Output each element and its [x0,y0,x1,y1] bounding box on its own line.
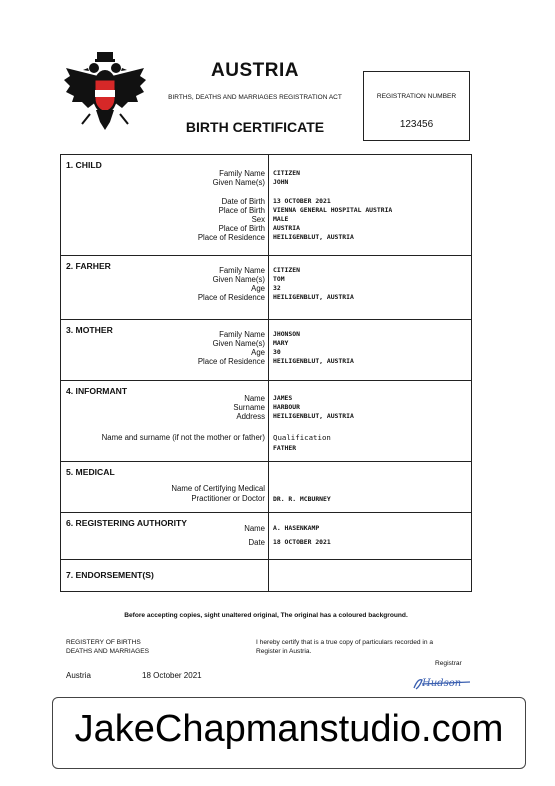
field-value: HEILIGENBLUT, AUSTRIA [273,412,354,420]
field-value: 13 OCTOBER 2021 [273,197,331,205]
field-value: 18 OCTOBER 2021 [273,538,331,546]
certificate-form [60,154,472,592]
coat-of-arms-emblem [64,50,146,134]
country-title: AUSTRIA [211,60,299,81]
field-label: Family Name [219,169,265,178]
section-heading: 7. ENDORSEMENT(S) [66,570,154,580]
field-label: Place of Residence [197,233,265,242]
field-label: Place of Residence [197,357,265,366]
field-value: VIENNA GENERAL HOSPITAL AUSTRIA [273,206,393,214]
registry-name [66,638,149,656]
registration-number-label: REGISTRATION NUMBER [376,93,457,100]
field-label: Family Name [219,330,265,339]
field-label: Name and surname (if not the mother or father) [101,433,265,442]
certificate-title: BIRTH CERTIFICATE [185,119,325,135]
registry-line: DEATHS AND MARRIAGES [66,648,150,655]
registrar-signature [410,674,474,692]
field-label: Qualification [273,433,331,442]
section-endorsement [61,560,471,591]
field-value: CITIZEN [273,169,300,177]
field-value: HEILIGENBLUT, AUSTRIA [273,233,354,241]
field-value: AUSTRIA [273,224,300,232]
field-value: HARBOUR [273,403,300,411]
watermark-text: JakeChapmanstudio.com [74,708,504,750]
section-father [61,256,471,320]
field-value: HEILIGENBLUT, AUSTRIA [273,293,354,301]
field-value: TOM [273,275,285,283]
field-value: HEILIGENBLUT, AUSTRIA [273,357,354,365]
issue-place: Austria [66,671,91,680]
section-informant [61,381,471,462]
registration-act: BIRTHS, DEATHS AND MARRIAGES REGISTRATION ACT [168,94,342,101]
section-mother [61,320,471,381]
field-label: Age [251,348,265,357]
section-registering-authority [61,513,471,560]
field-label: Address [236,412,265,421]
field-label: Name [244,394,265,403]
registration-number: 123456 [399,119,434,130]
field-label: Place of Birth [218,224,265,233]
field-value: 32 [273,284,281,292]
registration-number-box [363,71,470,141]
registry-line: REGISTERY OF BIRTHS [66,639,141,646]
field-value: MARY [273,339,289,347]
certify-line: Register in Austria. [256,648,312,655]
section-heading: 4. INFORMANT [66,386,128,396]
section-heading: 5. MEDICAL [66,467,115,477]
section-child [61,155,471,256]
field-label: Family Name [219,266,265,275]
field-value: JAMES [273,394,293,402]
field-value: MALE [273,215,289,223]
field-label: Given Name(s) [212,178,265,187]
field-label: Given Name(s) [212,339,265,348]
copy-notice: Before accepting copies, sight unaltered original, The original has a coloured background. [124,612,408,619]
field-label: Place of Birth [218,206,265,215]
field-label: Date [248,538,265,547]
section-heading: 3. MOTHER [66,325,113,335]
field-label: Given Name(s) [212,275,265,284]
field-value: JOHN [273,178,289,186]
issue-date: 18 October 2021 [142,671,202,680]
field-value: FATHER [273,444,297,452]
field-value: 30 [273,348,281,356]
field-label: Name of Certifying Medical [171,484,265,493]
field-label: Name [244,524,265,533]
watermark-banner [52,697,526,769]
field-value: DR. R. MCBURNEY [273,495,331,503]
field-label: Sex [251,215,265,224]
field-value: JHONSON [273,330,300,338]
svg-text:Hudson: Hudson [422,678,462,689]
section-medical [61,462,471,513]
field-label: Surname [233,403,265,412]
field-value: CITIZEN [273,266,300,274]
section-heading: 2. FARHER [66,261,111,271]
certify-line: I hereby certify that is a true copy of particulars recorded in a [256,639,434,646]
field-label: Age [251,284,265,293]
field-label: Place of Residence [197,293,265,302]
field-value: A. HASENKAMP [273,524,320,532]
section-heading: 6. REGISTERING AUTHORITY [66,518,187,528]
registrar-label: Registrar [435,660,462,667]
certification-statement [256,638,433,656]
field-label: Date of Birth [221,197,265,206]
field-label: Practitioner or Doctor [191,494,265,503]
section-heading: 1. CHILD [66,160,102,170]
